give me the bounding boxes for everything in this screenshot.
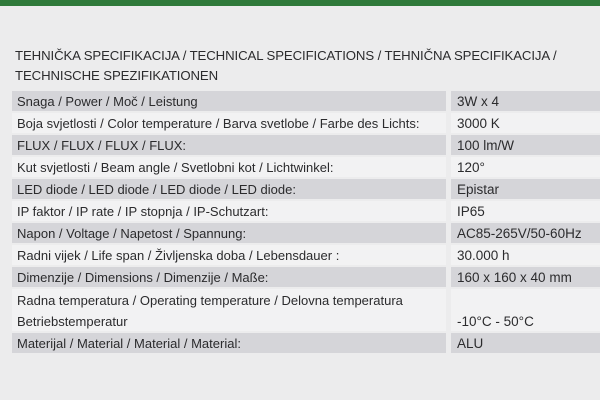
spec-row-voltage	[12, 223, 600, 243]
brand-accent-bar	[0, 0, 600, 6]
spec-label-line-1: Radna temperatura / Operating temperature / Delovna temperatura	[17, 293, 403, 308]
spec-value: 160 x 160 x 40 mm	[451, 267, 600, 287]
spec-label-line-2: Betriebstemperatur	[17, 314, 128, 329]
spec-row-ip-rate	[12, 201, 600, 221]
spec-value: IP65	[451, 201, 600, 221]
spec-label: Boja svjetlosti / Color temperature / Barva svetlobe / Farbe des Lichts:	[12, 113, 446, 133]
spec-heading-line-2: TECHNISCHE SPEZIFIKATIONEN	[15, 68, 219, 83]
spec-label: Dimenzije / Dimensions / Dimenzije / Maße:	[12, 267, 446, 287]
spec-label: Materijal / Material / Material / Material:	[12, 333, 446, 353]
spec-value: ALU	[451, 333, 600, 353]
spec-row-material	[12, 333, 600, 353]
spec-label: LED diode / LED diode / LED diode / LED diode:	[12, 179, 446, 199]
spec-label: Snaga / Power / Moč / Leistung	[12, 91, 446, 111]
spec-row-operating-temperature	[12, 289, 600, 331]
spec-row-power	[12, 91, 600, 111]
spec-value: 3W x 4	[451, 91, 600, 111]
spec-label: Kut svjetlosti / Beam angle / Svetlobni kot / Lichtwinkel:	[12, 157, 446, 177]
spec-row-flux	[12, 135, 600, 155]
spec-value: 100 lm/W	[451, 135, 600, 155]
spec-heading-line-1: TEHNIČKA SPECIFIKACIJA / TECHNICAL SPECIFICATIONS / TEHNIČNA SPECIFIKACIJA /	[15, 48, 557, 63]
spec-row-life-span	[12, 245, 600, 265]
spec-label: Napon / Voltage / Napetost / Spannung:	[12, 223, 446, 243]
spec-label: IP faktor / IP rate / IP stopnja / IP-Schutzart:	[12, 201, 446, 221]
spec-value: 120°	[451, 157, 600, 177]
spec-row-led-diode	[12, 179, 600, 199]
spec-row-dimensions	[12, 267, 600, 287]
spec-value: 30.000 h	[451, 245, 600, 265]
spec-row-color-temperature	[12, 113, 600, 133]
spec-row-beam-angle	[12, 157, 600, 177]
spec-value: AC85-265V/50-60Hz	[451, 223, 600, 243]
spec-value: Epistar	[451, 179, 600, 199]
spec-label: Radni vijek / Life span / Življenska doba / Lebensdauer :	[12, 245, 446, 265]
spec-table	[12, 91, 600, 353]
spec-value: 3000 K	[451, 113, 600, 133]
spec-label	[12, 289, 446, 331]
spec-label: FLUX / FLUX / FLUX / FLUX:	[12, 135, 446, 155]
spec-value: -10°C - 50°C	[451, 289, 600, 331]
spec-heading	[15, 46, 585, 86]
